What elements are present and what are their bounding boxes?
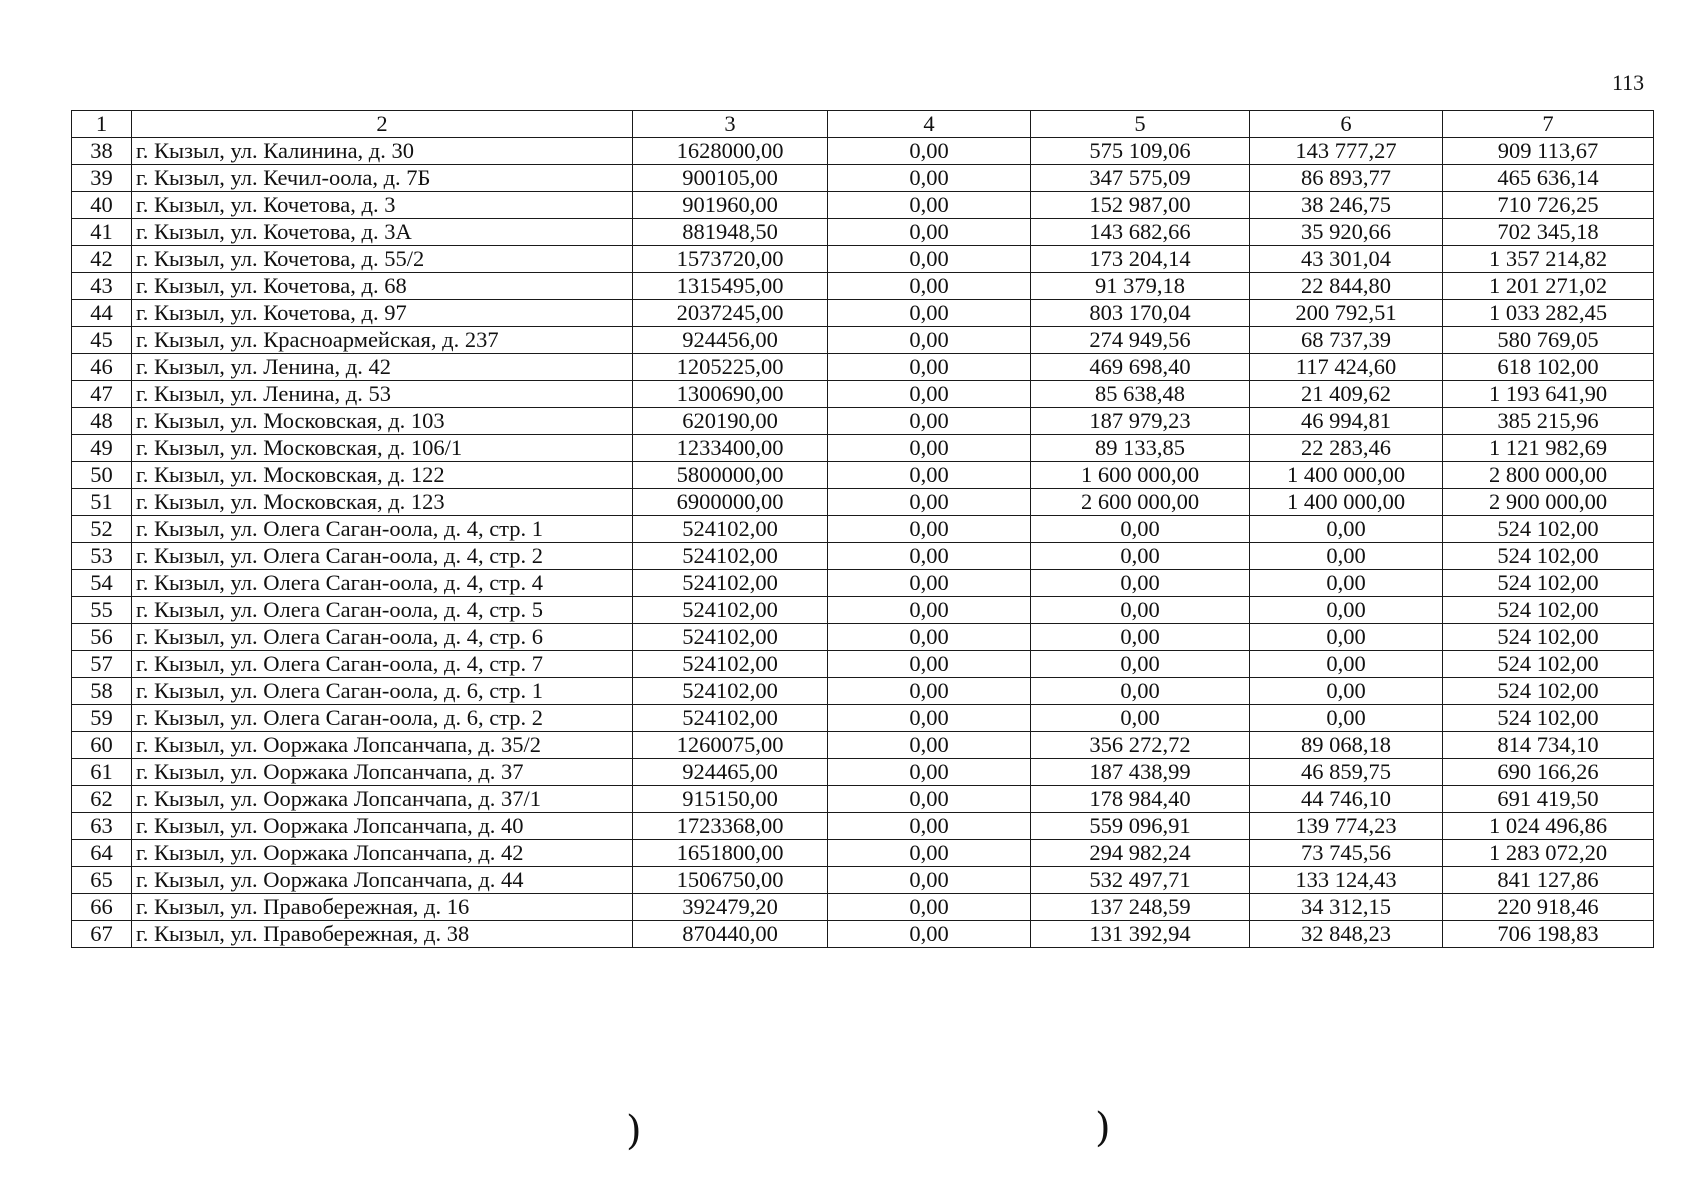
row-number-cell: 67 bbox=[72, 921, 132, 948]
col6-cell: 0,00 bbox=[1250, 705, 1443, 732]
col4-cell: 0,00 bbox=[828, 246, 1031, 273]
col6-cell: 200 792,51 bbox=[1250, 300, 1443, 327]
table-row bbox=[72, 381, 1654, 408]
table-row bbox=[72, 786, 1654, 813]
col7-cell: 690 166,26 bbox=[1443, 759, 1654, 786]
col7-cell: 1 033 282,45 bbox=[1443, 300, 1654, 327]
col3-cell: 524102,00 bbox=[633, 678, 828, 705]
col7-cell: 524 102,00 bbox=[1443, 624, 1654, 651]
col5-cell: 187 979,23 bbox=[1031, 408, 1250, 435]
table-row bbox=[72, 624, 1654, 651]
col3-cell: 2037245,00 bbox=[633, 300, 828, 327]
col5-cell: 559 096,91 bbox=[1031, 813, 1250, 840]
col6-cell: 73 745,56 bbox=[1250, 840, 1443, 867]
col7-cell: 524 102,00 bbox=[1443, 678, 1654, 705]
col4-cell: 0,00 bbox=[828, 597, 1031, 624]
col3-cell: 6900000,00 bbox=[633, 489, 828, 516]
col4-cell: 0,00 bbox=[828, 489, 1031, 516]
col3-cell: 524102,00 bbox=[633, 570, 828, 597]
column-header: 4 bbox=[828, 111, 1031, 138]
table-row bbox=[72, 219, 1654, 246]
row-number-cell: 47 bbox=[72, 381, 132, 408]
row-number-cell: 59 bbox=[72, 705, 132, 732]
table-row bbox=[72, 840, 1654, 867]
column-header: 5 bbox=[1031, 111, 1250, 138]
row-number-cell: 38 bbox=[72, 138, 132, 165]
col3-cell: 915150,00 bbox=[633, 786, 828, 813]
col6-cell: 143 777,27 bbox=[1250, 138, 1443, 165]
address-cell: г. Кызыл, ул. Московская, д. 123 bbox=[132, 489, 633, 516]
col5-cell: 294 982,24 bbox=[1031, 840, 1250, 867]
table-row bbox=[72, 246, 1654, 273]
col6-cell: 68 737,39 bbox=[1250, 327, 1443, 354]
col3-cell: 1260075,00 bbox=[633, 732, 828, 759]
col5-cell: 0,00 bbox=[1031, 624, 1250, 651]
row-number-cell: 66 bbox=[72, 894, 132, 921]
address-cell: г. Кызыл, ул. Олега Саган-оола, д. 4, стр. 7 bbox=[132, 651, 633, 678]
col7-cell: 2 800 000,00 bbox=[1443, 462, 1654, 489]
address-cell: г. Кызыл, ул. Кочетова, д. 3 bbox=[132, 192, 633, 219]
col7-cell: 385 215,96 bbox=[1443, 408, 1654, 435]
table-row bbox=[72, 921, 1654, 948]
col7-cell: 465 636,14 bbox=[1443, 165, 1654, 192]
col5-cell: 532 497,71 bbox=[1031, 867, 1250, 894]
table-row bbox=[72, 435, 1654, 462]
address-cell: г. Кызыл, ул. Кочетова, д. 55/2 bbox=[132, 246, 633, 273]
col3-cell: 1315495,00 bbox=[633, 273, 828, 300]
col5-cell: 1 600 000,00 bbox=[1031, 462, 1250, 489]
col3-cell: 524102,00 bbox=[633, 516, 828, 543]
table-row bbox=[72, 543, 1654, 570]
address-cell: г. Кызыл, ул. Олега Саган-оола, д. 4, стр. 2 bbox=[132, 543, 633, 570]
col3-cell: 924465,00 bbox=[633, 759, 828, 786]
col6-cell: 46 859,75 bbox=[1250, 759, 1443, 786]
col5-cell: 0,00 bbox=[1031, 651, 1250, 678]
col6-cell: 21 409,62 bbox=[1250, 381, 1443, 408]
column-header: 6 bbox=[1250, 111, 1443, 138]
col6-cell: 1 400 000,00 bbox=[1250, 462, 1443, 489]
address-cell: г. Кызыл, ул. Ооржака Лопсанчапа, д. 37 bbox=[132, 759, 633, 786]
address-cell: г. Кызыл, ул. Красноармейская, д. 237 bbox=[132, 327, 633, 354]
col5-cell: 137 248,59 bbox=[1031, 894, 1250, 921]
page-number: 113 bbox=[1612, 70, 1645, 95]
row-number-cell: 61 bbox=[72, 759, 132, 786]
col3-cell: 524102,00 bbox=[633, 624, 828, 651]
address-cell: г. Кызыл, ул. Кечил-оола, д. 7Б bbox=[132, 165, 633, 192]
data-table bbox=[71, 110, 1654, 948]
col5-cell: 469 698,40 bbox=[1031, 354, 1250, 381]
col5-cell: 89 133,85 bbox=[1031, 435, 1250, 462]
table-row bbox=[72, 165, 1654, 192]
address-cell: г. Кызыл, ул. Олега Саган-оола, д. 4, стр. 4 bbox=[132, 570, 633, 597]
footer-mark: ) bbox=[1095, 1105, 1111, 1151]
row-number-cell: 60 bbox=[72, 732, 132, 759]
col4-cell: 0,00 bbox=[828, 138, 1031, 165]
col6-cell: 0,00 bbox=[1250, 597, 1443, 624]
col3-cell: 524102,00 bbox=[633, 705, 828, 732]
col4-cell: 0,00 bbox=[828, 813, 1031, 840]
col7-cell: 524 102,00 bbox=[1443, 543, 1654, 570]
col3-cell: 1628000,00 bbox=[633, 138, 828, 165]
address-cell: г. Кызыл, ул. Ооржака Лопсанчапа, д. 40 bbox=[132, 813, 633, 840]
col6-cell: 1 400 000,00 bbox=[1250, 489, 1443, 516]
row-number-cell: 45 bbox=[72, 327, 132, 354]
address-cell: г. Кызыл, ул. Кочетова, д. 3А bbox=[132, 219, 633, 246]
col4-cell: 0,00 bbox=[828, 165, 1031, 192]
col5-cell: 85 638,48 bbox=[1031, 381, 1250, 408]
col7-cell: 220 918,46 bbox=[1443, 894, 1654, 921]
col3-cell: 392479,20 bbox=[633, 894, 828, 921]
row-number-cell: 53 bbox=[72, 543, 132, 570]
col5-cell: 356 272,72 bbox=[1031, 732, 1250, 759]
row-number-cell: 58 bbox=[72, 678, 132, 705]
col5-cell: 178 984,40 bbox=[1031, 786, 1250, 813]
address-cell: г. Кызыл, ул. Олега Саган-оола, д. 6, стр. 2 bbox=[132, 705, 633, 732]
table-row bbox=[72, 732, 1654, 759]
col5-cell: 0,00 bbox=[1031, 543, 1250, 570]
table-row bbox=[72, 516, 1654, 543]
address-cell: г. Кызыл, ул. Ооржака Лопсанчапа, д. 35/2 bbox=[132, 732, 633, 759]
table-row bbox=[72, 867, 1654, 894]
address-cell: г. Кызыл, ул. Московская, д. 106/1 bbox=[132, 435, 633, 462]
address-cell: г. Кызыл, ул. Ленина, д. 42 bbox=[132, 354, 633, 381]
col7-cell: 618 102,00 bbox=[1443, 354, 1654, 381]
col5-cell: 0,00 bbox=[1031, 597, 1250, 624]
address-cell: г. Кызыл, ул. Московская, д. 122 bbox=[132, 462, 633, 489]
col3-cell: 1651800,00 bbox=[633, 840, 828, 867]
col5-cell: 575 109,06 bbox=[1031, 138, 1250, 165]
address-cell: г. Кызыл, ул. Олега Саган-оола, д. 4, стр. 1 bbox=[132, 516, 633, 543]
col3-cell: 1300690,00 bbox=[633, 381, 828, 408]
col6-cell: 44 746,10 bbox=[1250, 786, 1443, 813]
address-cell: г. Кызыл, ул. Ооржака Лопсанчапа, д. 42 bbox=[132, 840, 633, 867]
col6-cell: 0,00 bbox=[1250, 570, 1443, 597]
col4-cell: 0,00 bbox=[828, 462, 1031, 489]
col5-cell: 2 600 000,00 bbox=[1031, 489, 1250, 516]
col4-cell: 0,00 bbox=[828, 435, 1031, 462]
col4-cell: 0,00 bbox=[828, 300, 1031, 327]
row-number-cell: 63 bbox=[72, 813, 132, 840]
col5-cell: 131 392,94 bbox=[1031, 921, 1250, 948]
col5-cell: 152 987,00 bbox=[1031, 192, 1250, 219]
col3-cell: 901960,00 bbox=[633, 192, 828, 219]
col4-cell: 0,00 bbox=[828, 354, 1031, 381]
col3-cell: 524102,00 bbox=[633, 651, 828, 678]
col6-cell: 34 312,15 bbox=[1250, 894, 1443, 921]
col3-cell: 1233400,00 bbox=[633, 435, 828, 462]
col7-cell: 524 102,00 bbox=[1443, 516, 1654, 543]
row-number-cell: 48 bbox=[72, 408, 132, 435]
col5-cell: 347 575,09 bbox=[1031, 165, 1250, 192]
col6-cell: 0,00 bbox=[1250, 651, 1443, 678]
col5-cell: 0,00 bbox=[1031, 678, 1250, 705]
table-row bbox=[72, 192, 1654, 219]
table-row bbox=[72, 489, 1654, 516]
col3-cell: 1573720,00 bbox=[633, 246, 828, 273]
col4-cell: 0,00 bbox=[828, 867, 1031, 894]
col6-cell: 86 893,77 bbox=[1250, 165, 1443, 192]
row-number-cell: 65 bbox=[72, 867, 132, 894]
table-row bbox=[72, 597, 1654, 624]
table-header-row bbox=[72, 111, 1654, 138]
col6-cell: 43 301,04 bbox=[1250, 246, 1443, 273]
col5-cell: 0,00 bbox=[1031, 570, 1250, 597]
col7-cell: 524 102,00 bbox=[1443, 651, 1654, 678]
row-number-cell: 64 bbox=[72, 840, 132, 867]
col7-cell: 691 419,50 bbox=[1443, 786, 1654, 813]
table-row bbox=[72, 462, 1654, 489]
address-cell: г. Кызыл, ул. Ооржака Лопсанчапа, д. 37/1 bbox=[132, 786, 633, 813]
table-row bbox=[72, 813, 1654, 840]
col7-cell: 1 193 641,90 bbox=[1443, 381, 1654, 408]
col6-cell: 139 774,23 bbox=[1250, 813, 1443, 840]
col6-cell: 22 844,80 bbox=[1250, 273, 1443, 300]
table-row bbox=[72, 327, 1654, 354]
column-header: 3 bbox=[633, 111, 828, 138]
col5-cell: 173 204,14 bbox=[1031, 246, 1250, 273]
col3-cell: 924456,00 bbox=[633, 327, 828, 354]
col3-cell: 524102,00 bbox=[633, 543, 828, 570]
col6-cell: 89 068,18 bbox=[1250, 732, 1443, 759]
col5-cell: 803 170,04 bbox=[1031, 300, 1250, 327]
table-row bbox=[72, 354, 1654, 381]
address-cell: г. Кызыл, ул. Олега Саган-оола, д. 4, стр. 5 bbox=[132, 597, 633, 624]
row-number-cell: 54 bbox=[72, 570, 132, 597]
row-number-cell: 42 bbox=[72, 246, 132, 273]
address-cell: г. Кызыл, ул. Правобережная, д. 16 bbox=[132, 894, 633, 921]
col3-cell: 900105,00 bbox=[633, 165, 828, 192]
table-row bbox=[72, 759, 1654, 786]
row-number-cell: 55 bbox=[72, 597, 132, 624]
col3-cell: 1723368,00 bbox=[633, 813, 828, 840]
address-cell: г. Кызыл, ул. Кочетова, д. 97 bbox=[132, 300, 633, 327]
col7-cell: 1 201 271,02 bbox=[1443, 273, 1654, 300]
col6-cell: 133 124,43 bbox=[1250, 867, 1443, 894]
table-row bbox=[72, 273, 1654, 300]
col7-cell: 841 127,86 bbox=[1443, 867, 1654, 894]
col7-cell: 580 769,05 bbox=[1443, 327, 1654, 354]
col4-cell: 0,00 bbox=[828, 327, 1031, 354]
col5-cell: 274 949,56 bbox=[1031, 327, 1250, 354]
col4-cell: 0,00 bbox=[828, 192, 1031, 219]
col4-cell: 0,00 bbox=[828, 705, 1031, 732]
address-cell: г. Кызыл, ул. Кочетова, д. 68 bbox=[132, 273, 633, 300]
column-header: 1 bbox=[72, 111, 132, 138]
col4-cell: 0,00 bbox=[828, 219, 1031, 246]
col3-cell: 620190,00 bbox=[633, 408, 828, 435]
address-cell: г. Кызыл, ул. Олега Саган-оола, д. 6, стр. 1 bbox=[132, 678, 633, 705]
table-row bbox=[72, 705, 1654, 732]
col7-cell: 2 900 000,00 bbox=[1443, 489, 1654, 516]
col4-cell: 0,00 bbox=[828, 840, 1031, 867]
col6-cell: 32 848,23 bbox=[1250, 921, 1443, 948]
address-cell: г. Кызыл, ул. Калинина, д. 30 bbox=[132, 138, 633, 165]
col6-cell: 117 424,60 bbox=[1250, 354, 1443, 381]
table-row bbox=[72, 651, 1654, 678]
col6-cell: 0,00 bbox=[1250, 624, 1443, 651]
col4-cell: 0,00 bbox=[828, 894, 1031, 921]
footer-mark: ) bbox=[626, 1108, 642, 1154]
col7-cell: 1 121 982,69 bbox=[1443, 435, 1654, 462]
col4-cell: 0,00 bbox=[828, 678, 1031, 705]
address-cell: г. Кызыл, ул. Правобережная, д. 38 bbox=[132, 921, 633, 948]
col6-cell: 0,00 bbox=[1250, 678, 1443, 705]
col7-cell: 710 726,25 bbox=[1443, 192, 1654, 219]
col3-cell: 1205225,00 bbox=[633, 354, 828, 381]
row-number-cell: 46 bbox=[72, 354, 132, 381]
col7-cell: 814 734,10 bbox=[1443, 732, 1654, 759]
table-row bbox=[72, 570, 1654, 597]
col3-cell: 881948,50 bbox=[633, 219, 828, 246]
table-row bbox=[72, 894, 1654, 921]
col4-cell: 0,00 bbox=[828, 381, 1031, 408]
row-number-cell: 56 bbox=[72, 624, 132, 651]
col4-cell: 0,00 bbox=[828, 543, 1031, 570]
col3-cell: 524102,00 bbox=[633, 597, 828, 624]
col7-cell: 706 198,83 bbox=[1443, 921, 1654, 948]
col4-cell: 0,00 bbox=[828, 786, 1031, 813]
col5-cell: 0,00 bbox=[1031, 705, 1250, 732]
col5-cell: 187 438,99 bbox=[1031, 759, 1250, 786]
col7-cell: 524 102,00 bbox=[1443, 597, 1654, 624]
col7-cell: 1 024 496,86 bbox=[1443, 813, 1654, 840]
col3-cell: 5800000,00 bbox=[633, 462, 828, 489]
row-number-cell: 39 bbox=[72, 165, 132, 192]
row-number-cell: 40 bbox=[72, 192, 132, 219]
col6-cell: 35 920,66 bbox=[1250, 219, 1443, 246]
col4-cell: 0,00 bbox=[828, 408, 1031, 435]
row-number-cell: 41 bbox=[72, 219, 132, 246]
col4-cell: 0,00 bbox=[828, 570, 1031, 597]
col6-cell: 46 994,81 bbox=[1250, 408, 1443, 435]
col6-cell: 22 283,46 bbox=[1250, 435, 1443, 462]
address-cell: г. Кызыл, ул. Ооржака Лопсанчапа, д. 44 bbox=[132, 867, 633, 894]
col7-cell: 1 283 072,20 bbox=[1443, 840, 1654, 867]
row-number-cell: 52 bbox=[72, 516, 132, 543]
row-number-cell: 43 bbox=[72, 273, 132, 300]
col4-cell: 0,00 bbox=[828, 759, 1031, 786]
col4-cell: 0,00 bbox=[828, 273, 1031, 300]
col4-cell: 0,00 bbox=[828, 732, 1031, 759]
table-row bbox=[72, 408, 1654, 435]
col5-cell: 91 379,18 bbox=[1031, 273, 1250, 300]
column-header: 7 bbox=[1443, 111, 1654, 138]
address-cell: г. Кызыл, ул. Ленина, д. 53 bbox=[132, 381, 633, 408]
col3-cell: 1506750,00 bbox=[633, 867, 828, 894]
col5-cell: 143 682,66 bbox=[1031, 219, 1250, 246]
col5-cell: 0,00 bbox=[1031, 516, 1250, 543]
row-number-cell: 44 bbox=[72, 300, 132, 327]
row-number-cell: 50 bbox=[72, 462, 132, 489]
row-number-cell: 51 bbox=[72, 489, 132, 516]
col7-cell: 524 102,00 bbox=[1443, 705, 1654, 732]
table-row bbox=[72, 138, 1654, 165]
address-cell: г. Кызыл, ул. Московская, д. 103 bbox=[132, 408, 633, 435]
table-row bbox=[72, 678, 1654, 705]
address-cell: г. Кызыл, ул. Олега Саган-оола, д. 4, стр. 6 bbox=[132, 624, 633, 651]
col7-cell: 702 345,18 bbox=[1443, 219, 1654, 246]
table-body bbox=[72, 138, 1654, 948]
col4-cell: 0,00 bbox=[828, 651, 1031, 678]
col6-cell: 0,00 bbox=[1250, 516, 1443, 543]
col4-cell: 0,00 bbox=[828, 921, 1031, 948]
col7-cell: 524 102,00 bbox=[1443, 570, 1654, 597]
col7-cell: 1 357 214,82 bbox=[1443, 246, 1654, 273]
table-row bbox=[72, 300, 1654, 327]
row-number-cell: 57 bbox=[72, 651, 132, 678]
col6-cell: 0,00 bbox=[1250, 543, 1443, 570]
col7-cell: 909 113,67 bbox=[1443, 138, 1654, 165]
column-header: 2 bbox=[132, 111, 633, 138]
col3-cell: 870440,00 bbox=[633, 921, 828, 948]
col4-cell: 0,00 bbox=[828, 624, 1031, 651]
row-number-cell: 49 bbox=[72, 435, 132, 462]
col6-cell: 38 246,75 bbox=[1250, 192, 1443, 219]
col4-cell: 0,00 bbox=[828, 516, 1031, 543]
row-number-cell: 62 bbox=[72, 786, 132, 813]
